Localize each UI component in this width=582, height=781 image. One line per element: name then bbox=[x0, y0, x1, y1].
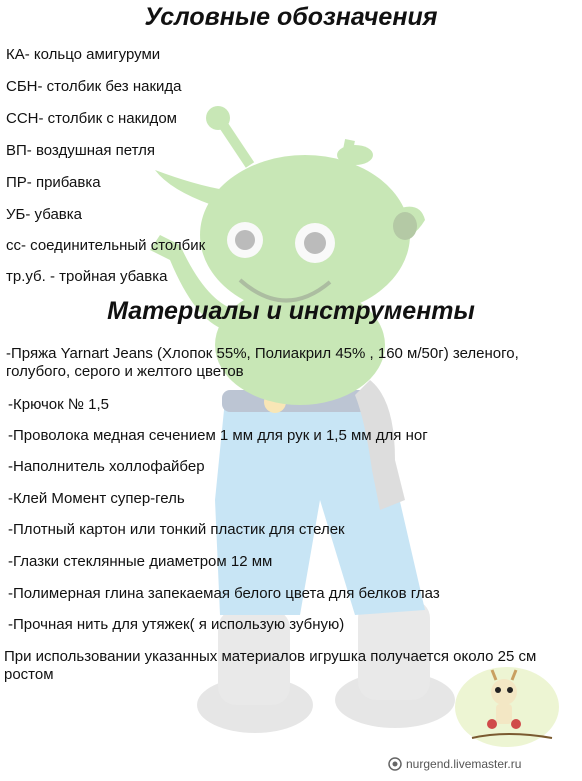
watermark bbox=[388, 757, 521, 771]
material-item: -Полимерная глина запекаемая белого цвета для белков глаз bbox=[8, 585, 440, 602]
material-item: -Наполнитель холлофайбер bbox=[8, 458, 205, 475]
material-item: -Прочная нить для утяжек( я использую зубную) bbox=[8, 616, 345, 633]
legend-item: ВП- воздушная петля bbox=[6, 142, 156, 159]
material-item: -Плотный картон или тонкий пластик для стелек bbox=[8, 521, 345, 538]
material-item: -Проволока медная сечением 1 мм для рук и 1,5 мм для ног bbox=[8, 427, 428, 444]
materials-title: Материалы и инструменты bbox=[107, 297, 475, 325]
legend-item: ПР- прибавка bbox=[6, 174, 101, 191]
livemaster-icon bbox=[388, 757, 402, 771]
materials-note: При использовании указанных материалов игрушка получается около 25 см ростом bbox=[4, 648, 537, 683]
legend-item: сс- соединительный столбик bbox=[6, 237, 206, 254]
giraffe-logo bbox=[452, 662, 572, 752]
legend-item: СБН- столбик без накида bbox=[6, 78, 182, 95]
legend-title: Условные обозначения bbox=[144, 3, 438, 31]
legend-item: УБ- убавка bbox=[6, 206, 82, 223]
legend-item: тр.уб. - тройная убавка bbox=[6, 268, 168, 285]
material-item: -Глазки стеклянные диаметром 12 мм bbox=[8, 553, 273, 570]
legend-item: КА- кольцо амигуруми bbox=[6, 46, 161, 63]
material-yarn: -Пряжа Yarnart Jeans (Хлопок 55%, Полиакрил 45% , 160 м/50г) зеленого, голубого, серого и желтого цветов bbox=[6, 345, 519, 380]
material-item: -Крючок № 1,5 bbox=[8, 396, 109, 413]
watermark-text: nurgend.livemaster.ru bbox=[406, 757, 522, 771]
legend-item: ССН- столбик с накидом bbox=[6, 110, 177, 127]
material-item: -Клей Момент супер-гель bbox=[8, 490, 185, 507]
